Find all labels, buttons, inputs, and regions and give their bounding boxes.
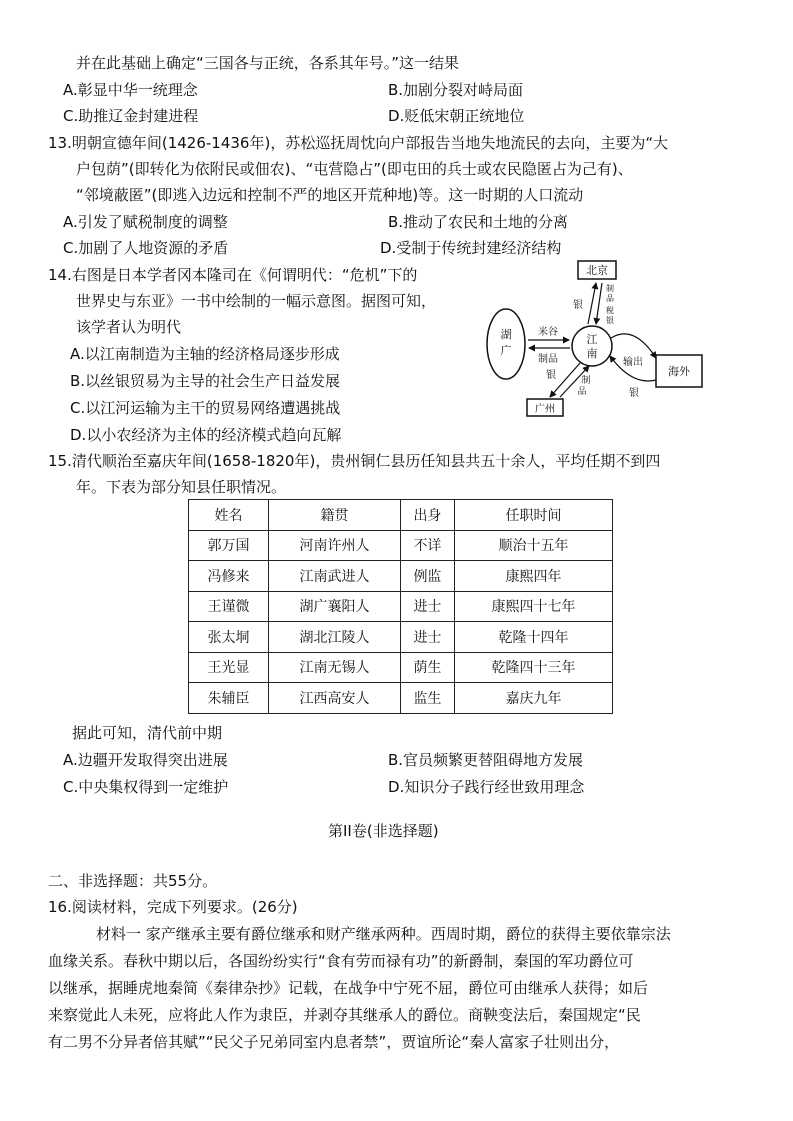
huguang-label: 湖 <box>500 328 512 341</box>
label-yin-haiwai: 银 <box>629 388 639 399</box>
huguang-label: 广 <box>500 344 512 357</box>
table-cell: 嘉庆九年 <box>454 683 612 714</box>
q16-material-line: 有二男不分异者倍其赋”“民父子兄弟同室内息者禁”，贾谊所论“秦人富家子壮则出分， <box>48 1033 620 1051</box>
q15-option-b: B.官员频繁更替阻碍地方发展 <box>388 751 584 769</box>
part2-title: 第II卷(非选择题) <box>328 822 439 840</box>
q15-option-c: C.中央集权得到一定维护 <box>63 778 229 796</box>
q13-stem-line: 13.明朝宣德年间(1426-1436年)，苏松巡抚周忱向户部报告当地失地流民的去向，主要为“大 <box>48 134 669 152</box>
label-zhipin-huguang: 制品 <box>538 354 558 365</box>
table-header-row <box>189 500 613 531</box>
label-zhipin-beijing: 品 <box>606 294 614 303</box>
jiangnan-label: 江 <box>586 333 598 346</box>
table-cell: 河南许州人 <box>268 530 400 561</box>
q15-option-d: D.知识分子践行经世致用理念 <box>388 778 585 796</box>
label-migu: 米谷 <box>538 327 558 338</box>
q14-option-c: C.以江河运输为主干的贸易网络遭遇挑战 <box>70 399 341 417</box>
q13-stem-line: “邻境蔽匿”(即逃入边远和控制不严的地区开荒种地)等。这一时期的人口流动 <box>76 186 584 204</box>
jiangnan-label: 南 <box>586 347 598 360</box>
table-row <box>189 561 613 592</box>
table-cell: 乾隆四十三年 <box>454 652 612 683</box>
table-cell: 江南无锡人 <box>268 652 400 683</box>
magistrate-table <box>188 499 613 714</box>
part2-section-heading: 二、非选择题：共55分。 <box>48 872 218 890</box>
jiangnan-circle <box>572 326 612 366</box>
table-cell: 荫生 <box>400 652 454 683</box>
table-cell: 郭万国 <box>189 530 269 561</box>
table-header-cell: 籍贯 <box>268 500 400 531</box>
label-yin-guangzhou: 银 <box>546 370 556 381</box>
table-cell: 王光显 <box>189 652 269 683</box>
label-shuiyin: 税 <box>606 306 614 315</box>
table-header-cell: 姓名 <box>189 500 269 531</box>
table-cell: 监生 <box>400 683 454 714</box>
label-zhipin-guangzhou: 制 <box>581 376 591 386</box>
table-row <box>189 591 613 622</box>
table-cell: 江西高安人 <box>268 683 400 714</box>
table-row <box>189 530 613 561</box>
table-header-cell: 出身 <box>400 500 454 531</box>
haiwai-label: 海外 <box>668 365 690 378</box>
label-shuchu: 输出 <box>623 357 643 368</box>
q16-material-line: 血缘关系。春秋中期以后，各国纷纷实行“食有劳而禄有功”的新爵制，秦国的军功爵位可 <box>48 952 634 970</box>
table-header-cell: 任职时间 <box>454 500 612 531</box>
beijing-label: 北京 <box>586 264 608 277</box>
q14-option-d: D.以小农经济为主体的经济模式趋向瓦解 <box>70 426 342 444</box>
q15-stem-line: 15.清代顺治至嘉庆年间(1658-1820年)，贵州铜仁县历任知县共五十余人，平均任期不到四 <box>48 452 661 470</box>
q12-option-a: A.彰显中华一统理念 <box>63 81 198 99</box>
table-cell: 例监 <box>400 561 454 592</box>
q13-option-d: D.受制于传统封建经济结构 <box>380 239 562 257</box>
label-shuiyin: 银 <box>606 316 614 325</box>
q13-option-b: B.推动了农民和土地的分离 <box>388 213 569 231</box>
trade-flow-diagram <box>484 258 714 420</box>
q14-stem-line: 14.右图是日本学者冈本隆司在《何谓明代：“危机”下的 <box>48 266 418 284</box>
table-cell: 康熙四年 <box>454 561 612 592</box>
label-zhipin-beijing: 制 <box>606 284 614 293</box>
table-row <box>189 683 613 714</box>
table-cell: 顺治十五年 <box>454 530 612 561</box>
q16-material-line: 以继承，据睡虎地秦简《秦律杂抄》记载，在战争中宁死不屈，爵位可由继承人获得；如后 <box>48 979 649 997</box>
q14-stem-line: 该学者认为明代 <box>76 318 182 336</box>
table-cell: 王谨微 <box>189 591 269 622</box>
q13-option-a: A.引发了赋税制度的调整 <box>63 213 228 231</box>
q14-stem-line: 世界史与东亚》一书中绘制的一幅示意图。据图可知， <box>76 292 437 310</box>
table-cell: 江南武进人 <box>268 561 400 592</box>
table-row <box>189 622 613 653</box>
q12-stem-continuation: 并在此基础上确定“三国各与正统，各系其年号。”这一结果 <box>76 54 460 72</box>
table-cell: 进士 <box>400 622 454 653</box>
table-cell: 张太垌 <box>189 622 269 653</box>
table-cell: 康熙四十七年 <box>454 591 612 622</box>
q16-material-line: 来察觉此人未死，应将此人作为隶臣，并剥夺其继承人的爵位。商鞅变法后，秦国规定“民 <box>48 1006 641 1024</box>
q14-option-b: B.以丝银贸易为主导的社会生产日益发展 <box>70 372 341 390</box>
q12-option-b: B.加剧分裂对峙局面 <box>388 81 524 99</box>
q12-option-d: D.贬低宋朝正统地位 <box>388 107 525 125</box>
table-cell: 进士 <box>400 591 454 622</box>
arrow-jiangnan-to-haiwai <box>611 334 656 358</box>
q13-option-c: C.加剧了人地资源的矛盾 <box>63 239 229 257</box>
q14-option-a: A.以江南制造为主轴的经济格局逐步形成 <box>70 345 340 363</box>
q16-material-line: 材料一 家产继承主要有爵位继承和财产继承两种。西周时期，爵位的获得主要依靠宗法 <box>96 925 671 943</box>
label-zhipin-guangzhou: 品 <box>577 387 587 397</box>
q15-conclusion-stem: 据此可知，清代前中期 <box>72 724 223 742</box>
q15-option-a: A.边疆开发取得突出进展 <box>63 751 228 769</box>
table-row <box>189 652 613 683</box>
table-cell: 湖广襄阳人 <box>268 591 400 622</box>
table-cell: 不详 <box>400 530 454 561</box>
arrow-jiangnan-to-beijing <box>588 283 596 324</box>
table-cell: 朱辅臣 <box>189 683 269 714</box>
table-cell: 冯修来 <box>189 561 269 592</box>
q15-stem-line: 年。下表为部分知县任职情况。 <box>76 478 287 496</box>
q12-option-c: C.助推辽金封建进程 <box>63 107 199 125</box>
guangzhou-label: 广州 <box>535 404 555 415</box>
arrow-beijing-to-jiangnan <box>596 283 602 324</box>
table-cell: 湖北江陵人 <box>268 622 400 653</box>
table-cell: 乾隆十四年 <box>454 622 612 653</box>
q16-stem: 16.阅读材料，完成下列要求。(26分) <box>48 898 298 916</box>
label-yin-beijing: 银 <box>573 300 583 311</box>
q13-stem-line: 户包荫”(即转化为依附民或佃农)、“屯营隐占”(即屯田的兵士或农民隐匿占为己有)、 <box>76 160 633 178</box>
